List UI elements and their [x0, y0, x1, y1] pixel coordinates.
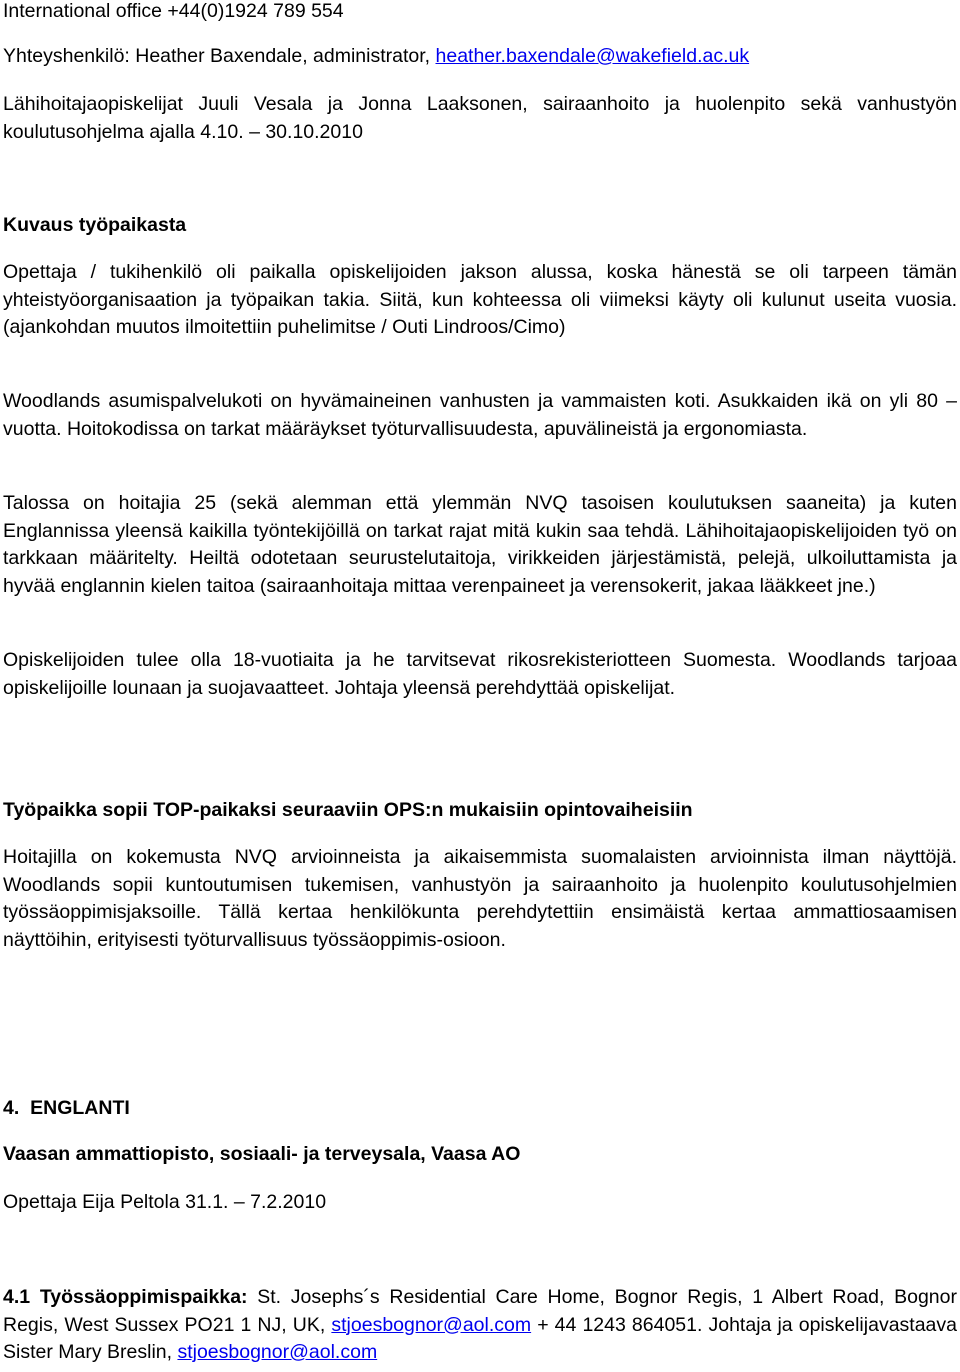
description-paragraph-2: Woodlands asumispalvelukoti on hyvämaineinen vanhusten ja vammaisten koti. Asukkaiden ikä on yli 80 – vuotta. Hoitokodissa on tarkat määräykset työturvallisuudesta, apuvälineistä ja ergonomiasta.	[3, 390, 957, 440]
description-paragraph-3: Talossa on hoitajia 25 (sekä alemman että ylemmän NVQ tasoisen koulutuksen saaneita) ja kuten Englannissa yleensä kaikilla työntekijöillä on tarkat rajat mitä kukin saa tehdä. Lähihoitajaopiskelijoiden työ on tarkkaan määritelty. Heiltä odotetaan seurustelutaitoja, virikkeiden järjestämistä, pelejä, ulkoiluttamista ja hyvää englannin kielen taitoa (sairaanhoitaja mittaa verenpaineet ja verensokerit, jakaa lääkkeet jne.)	[3, 492, 957, 597]
section-4-heading	[3, 1095, 957, 1123]
students-paragraph: Lähihoitajaopiskelijat Juuli Vesala ja Jonna Laaksonen, sairaanhoito ja huolenpito sekä vanhustyön koulutusohjelma ajalla 4.10. – 30.10.2010	[3, 93, 957, 143]
contact-line	[3, 43, 957, 71]
workplace-email-link-1[interactable]: stjoesbognor@aol.com	[331, 1313, 532, 1336]
workplace-email-link-2[interactable]: stjoesbognor@aol.com	[177, 1341, 378, 1363]
section-4-title: ENGLANTI	[30, 1097, 130, 1119]
office-phone	[3, 0, 957, 26]
institution-name: Vaasan ammattiopisto, sosiaali- ja terveysala, Vaasa AO	[3, 1143, 521, 1165]
description-paragraph-1: Opettaja / tukihenkilö oli paikalla opiskelijoiden jakson alussa, koska hänestä se oli tarpeen tämän yhteistyöorganisaation ja työpaikan takia. Siitä, kun kohteessa oli viimeksi käyty oli kulunut useita vuosia. (ajankohdan muutos ilmoitettiin puhelimitse / Outi Lindroos/Cimo)	[3, 261, 957, 338]
workplace-address: St. Josephs´s Residential Care Home, Bognor Regis, 1 Albert Road, Bognor Regis, West Sussex PO21 1 NJ, UK,	[3, 1286, 957, 1336]
description-paragraph-4: Opiskelijoiden tulee olla 18-vuotiaita ja he tarvitsevat rikosrekisteriotteen Suomesta. Woodlands tarjoaa opiskelijoille lounaan ja suojavaatteet. Johtaja yleensä perehdyttää opiskelijat.	[3, 649, 957, 699]
office-phone-text: International office +44(0)1924 789 554	[3, 0, 344, 22]
teacher-line: Opettaja Eija Peltola 31.1. – 7.2.2010	[3, 1191, 327, 1213]
section-4-number: 4.	[3, 1097, 20, 1119]
workplace-paragraph	[3, 1284, 957, 1367]
top-heading: Työpaikka sopii TOP-paikaksi seuraaviin OPS:n mukaisiin opintovaiheisiin	[3, 799, 693, 821]
contact-text: Yhteyshenkilö: Heather Baxendale, administrator,	[3, 45, 436, 67]
contact-email-link[interactable]: heather.baxendale@wakefield.ac.uk	[435, 45, 750, 67]
description-heading: Kuvaus työpaikasta	[3, 214, 187, 236]
workplace-label: 4.1 Työssäoppimispaikka:	[3, 1286, 248, 1308]
workplace-phone: + 44 1243 864051. Johtaja ja opiskelijavastaava Sister Mary Breslin,	[3, 1313, 957, 1363]
top-paragraph: Hoitajilla on kokemusta NVQ arvioinneista ja aikaisemmista suomalaisten arvioinnista ilman näyttöjä. Woodlands sopii kuntoutumisen tukemisen, vanhustyön ja sairaanhoito ja huolenpito koulutusohjelmien työssäoppimisjaksoille. Tällä kertaa henkilökunta perehdytettiin ensimäistä kertaa ammattiosaamisen näyttöihin, erityisesti työturvallisuus työssäoppimis-osioon.	[3, 846, 957, 951]
